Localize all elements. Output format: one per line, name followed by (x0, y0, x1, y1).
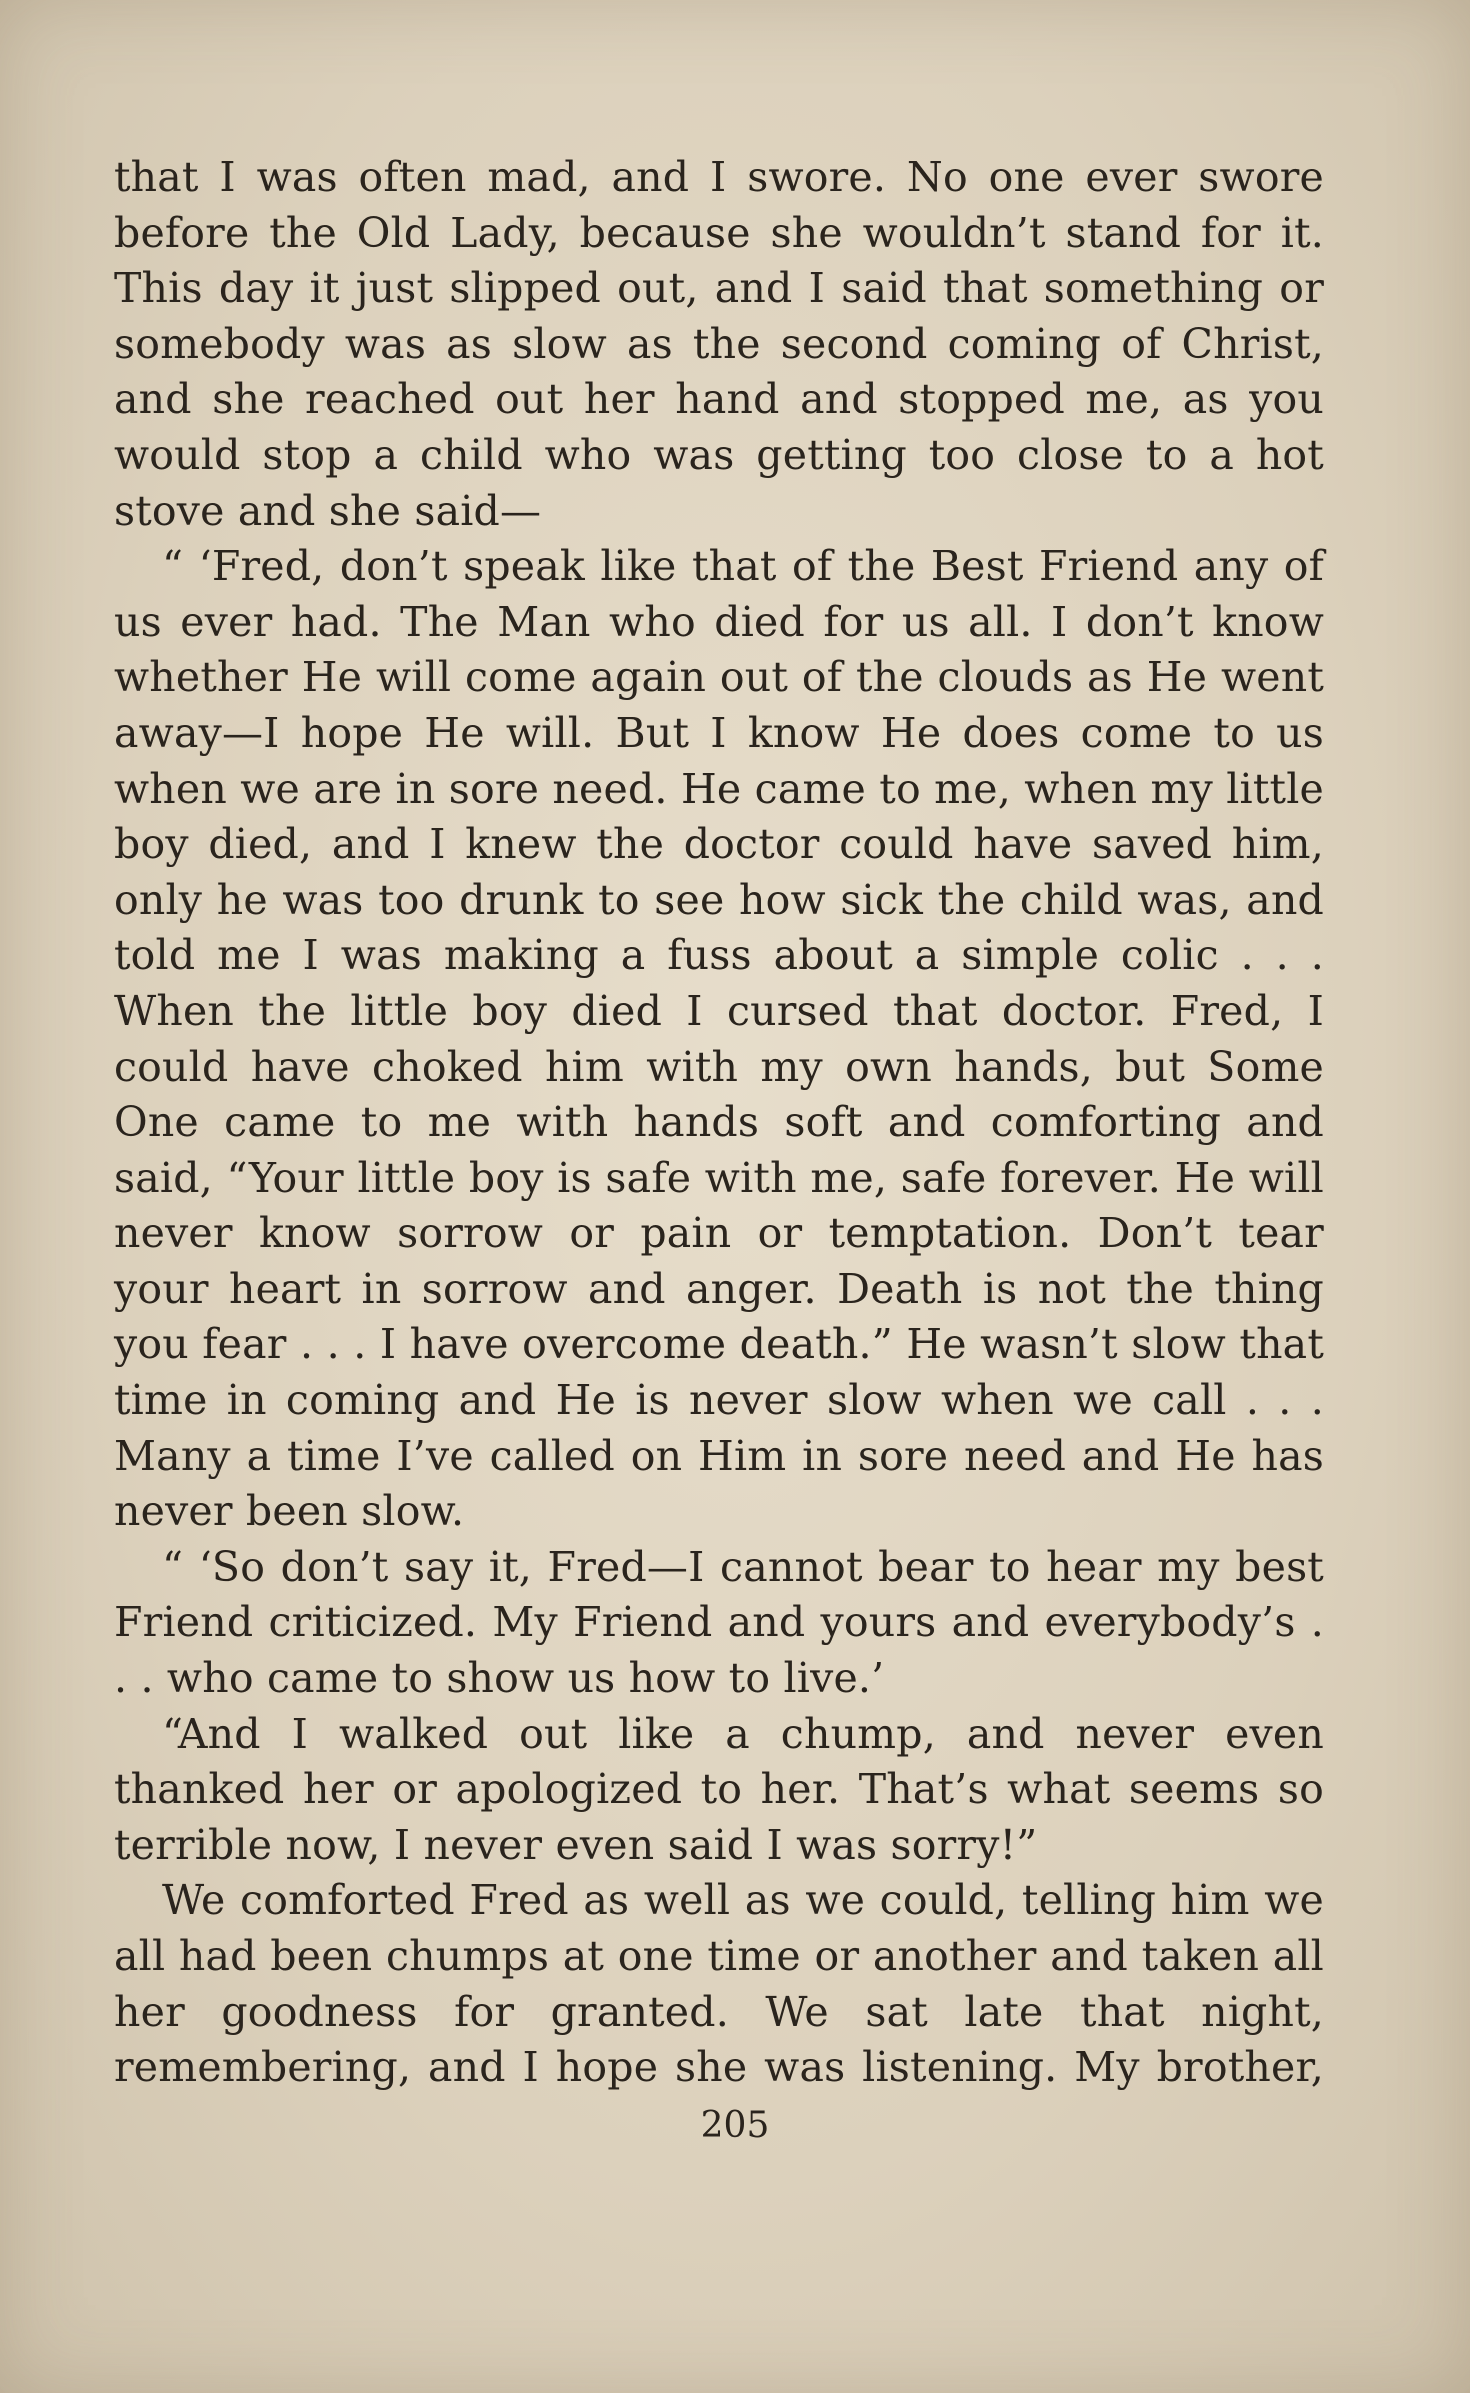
paragraph-4: “And I walked out like a chump, and never even thanked her or apologized to her. That’s what seems so terrible now, I never even said I was sorry!” (114, 1709, 1324, 1869)
paragraph-3: “ ‘So don’t say it, Fred—I cannot bear to hear my best Friend criticized. My Friend and yours and everybody’s . . . who came to show us how to live.’ (114, 1542, 1324, 1703)
paragraph-2: “ ‘Fred, don’t speak like that of the Best Friend any of us ever had. The Man who died for us all. I don’t know whether He will come again out of the clouds as He went away—I hope He will. But I know He does come to us when we are in sore need. He came to me, when my little boy died, and I knew the doctor could have saved him, only he was too drunk to see how sick the child was, and told me I was making a fuss about a simple colic . . . When the little boy died I cursed that doctor. Fred, I could have choked him with my own hands, but Some One came to me with hands soft and comforting and said, “Your little boy is safe with me, safe forever. He will never know sorrow or pain or temptation. Don’t tear your heart in sorrow and anger. Death is not the thing you fear . . . I have overcome death.” He wasn’t slow that time in coming and He is never slow when we call . . . Many a time I’ve called on Him in sore need and He has never been slow. (114, 542, 1324, 1536)
body-text (114, 150, 1324, 2096)
page-number: 205 (700, 2105, 770, 2146)
paragraph-1: that I was often mad, and I swore. No one ever swore before the Old Lady, because she wouldn’t stand for it. This day it just slipped out, and I said that something or somebody was as slow as the second coming of Christ, and she reached out her hand and stopped me, as you would stop a child who was getting too close to a hot stove and she said— (114, 153, 1324, 535)
paragraph-5: We comforted Fred as well as we could, telling him we all had been chumps at one time or another and taken all her goodness for granted. We sat late that night, remembering, and I hope she was listening. My brother, (114, 1876, 1324, 2092)
